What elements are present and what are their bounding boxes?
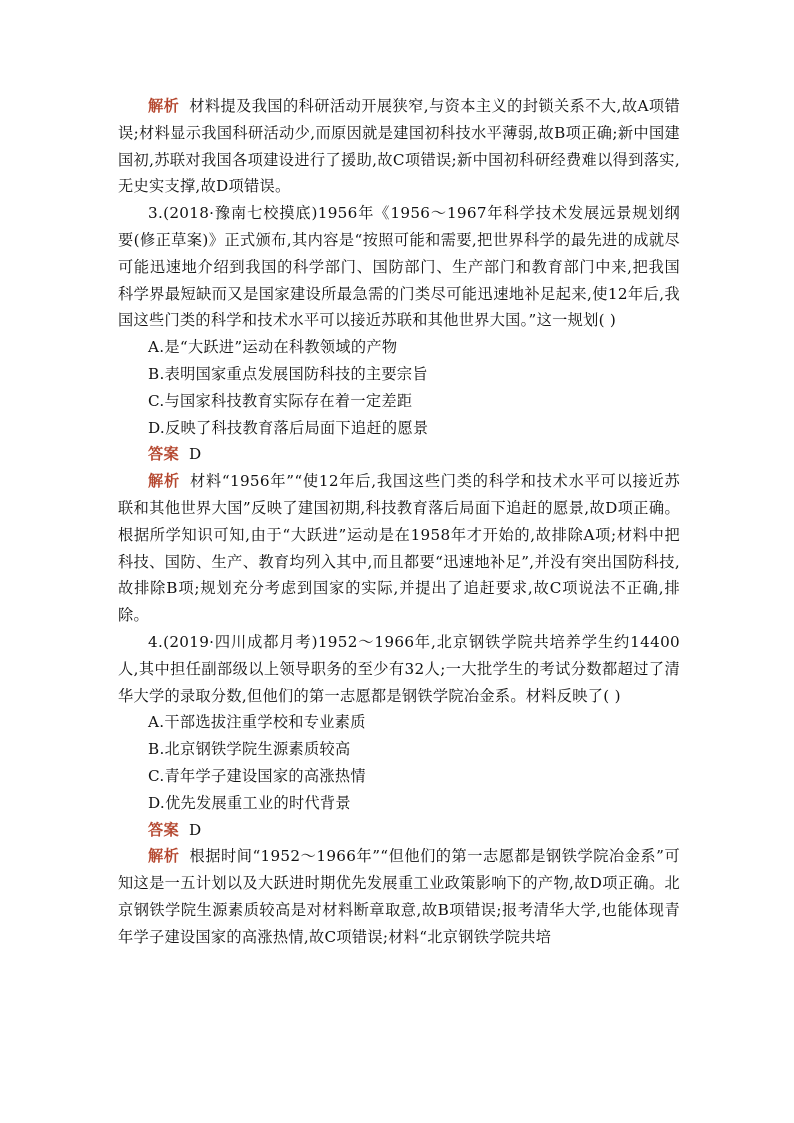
analysis-text: 材料“1956年”“使12年后,我国这些门类的科学和技术水平可以接近苏联和其他世界大国”反映了建国初期,科技教育落后局面下追赶的愿景,故D项正确。根据所学知识可知,由于“大跃进”运动是在1958年才开始的,故排除A项;材料中把科技、国防、生产、教育均列入其中,而且都要“迅速地补足”,并没有突出国防科技,故排除B项;规划充分考虑到国家的实际,并提出了追赶要求,故C项说法不正确,排除。 <box>118 472 680 625</box>
question-3-analysis <box>118 468 680 629</box>
answer-value: D <box>188 820 202 839</box>
question-4-option-a: A.干部选拔注重学校和专业素质 <box>148 713 366 732</box>
answer-value: D <box>188 445 202 464</box>
question-4-analysis <box>118 843 680 950</box>
question-4-stem: 4.(2019·四川成都月考)1952～1966年,北京钢铁学院共培养学生约14400人,其中担任副部级以上领导职务的至少有32人;一大批学生的考试分数都超过了清华大学的录取分数,但他们的第一志愿都是钢铁学院冶金系。材料反映了( ) <box>118 632 680 705</box>
question-4-option-d: D.优先发展重工业的时代背景 <box>148 793 351 812</box>
question-4-option-b: B.北京钢铁学院生源素质较高 <box>148 740 351 759</box>
analysis-label: 解析 <box>148 97 180 115</box>
question-4-option-c: C.青年学子建设国家的高涨热情 <box>148 766 366 785</box>
page-content <box>118 93 680 951</box>
question-3-answer <box>118 441 680 468</box>
analysis-label: 解析 <box>148 847 180 866</box>
question-4-answer <box>118 817 680 844</box>
analysis-paragraph-q2 <box>118 93 680 200</box>
question-3-option-a: A.是“大跃进”运动在科教领域的产物 <box>148 338 398 357</box>
analysis-text: 材料提及我国的科研活动开展狭窄,与资本主义的封锁关系不大,故A项错误;材料显示我国科研活动少,而原因就是建国初科技水平薄弱,故B项正确;新中国建国初,苏联对我国各项建设进行了援助,故C项错误;新中国初科研经费难以得到落实,无史实支撑,故D项错误。 <box>118 97 680 196</box>
analysis-text: 根据时间“1952～1966年”“但他们的第一志愿都是钢铁学院冶金系”可知这是一五计划以及大跃进时期优先发展重工业政策影响下的产物,故D项正确。北京钢铁学院生源素质较高是对材料断章取意,故B项错误;报考清华大学,也能体现青年学子建设国家的高涨热情,故C项错误;材料“北京钢铁学院共培 <box>118 847 680 946</box>
question-3-option-c: C.与国家科技教育实际存在着一定差距 <box>148 391 413 410</box>
question-3-stem: 3.(2018·豫南七校摸底)1956年《1956～1967年科学技术发展远景规划纲要(修正草案)》正式颁布,其内容是“按照可能和需要,把世界科学的最先进的成就尽可能迅速地介绍到我国的科学部门、国防部门、生产部门和教育部门中来,把我国科学界最短缺而又是国家建设所最急需的门类尽可能迅速地补足起来,使12年后,我国这些门类的科学和技术水平可以接近苏联和其他世界大国。”这一规划( ) <box>118 204 680 330</box>
analysis-label: 解析 <box>148 472 180 491</box>
question-3-option-d: D.反映了科技教育落后局面下追赶的愿景 <box>148 418 429 437</box>
answer-label: 答案 <box>148 445 179 464</box>
answer-label: 答案 <box>148 820 179 839</box>
question-3-option-b: B.表明国家重点发展国防科技的主要宗旨 <box>148 364 428 383</box>
